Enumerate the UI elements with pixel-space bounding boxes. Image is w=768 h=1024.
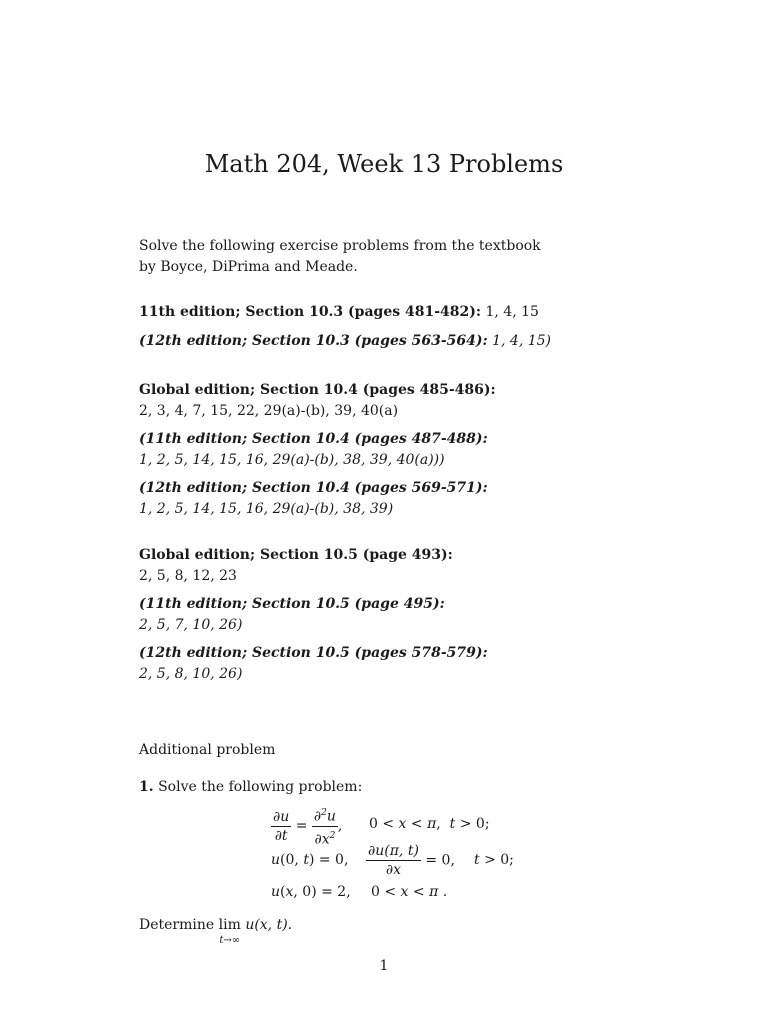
- limit-operator: [219, 915, 241, 946]
- problem-number: 1.: [139, 779, 154, 795]
- page-number: 1: [379, 958, 389, 974]
- initial-domain: 0 < x < π .: [371, 884, 448, 900]
- sec1-b-items: 1, 4, 15): [492, 333, 552, 349]
- sec3-a-items: 2, 5, 8, 12, 23: [139, 568, 237, 584]
- sec1-line-b: [139, 331, 551, 352]
- problem-1: [139, 777, 362, 798]
- sec2-c-heading: (12th edition; Section 10.4 (pages 569-571):: [139, 480, 488, 496]
- boundary-left: u(0, t) = 0,: [271, 852, 349, 868]
- pde-equation: $\frac{\partial u}{\partial t}$ = $\frac{\partial^2u}{\partial x^2}$ ,: [271, 804, 342, 848]
- sec2-a-items: 2, 3, 4, 7, 15, 22, 29(a)-(b), 39, 40(a): [139, 403, 399, 419]
- sec2-c-items: 1, 2, 5, 14, 15, 16, 29(a)-(b), 38, 39): [139, 501, 394, 517]
- sec1-line-a: [139, 302, 539, 323]
- initial-condition: u(x, 0) = 2,: [271, 884, 351, 900]
- sec1-a-items: 1, 4, 15: [485, 304, 539, 320]
- determine-line: [139, 915, 292, 946]
- sec3-b-items: 2, 5, 7, 10, 26): [139, 617, 243, 633]
- intro-line-2: by Boyce, DiPrima and Meade.: [139, 259, 358, 275]
- sec3-a-heading: Global edition; Section 10.5 (page 493):: [139, 547, 453, 563]
- pde-domain: 0 < x < π, t > 0;: [369, 816, 490, 832]
- lim-text: lim: [218, 917, 241, 933]
- sec3-c-heading: (12th edition; Section 10.5 (pages 578-579):: [139, 645, 488, 661]
- boundary-right: $\frac{\partial u(\pi, t)}{\partial x}$ = 0,: [368, 843, 455, 878]
- page-title: Math 204, Week 13 Problems: [204, 150, 564, 178]
- sec2-b-heading: (11th edition; Section 10.4 (pages 487-488):: [139, 431, 488, 447]
- additional-heading: Additional problem: [139, 742, 276, 758]
- sec1-b-heading: (12th edition; Section 10.3 (pages 563-564):: [139, 333, 488, 349]
- intro-line-1: Solve the following exercise problems from the textbook: [139, 238, 541, 254]
- sec3-b-heading: (11th edition; Section 10.5 (page 495):: [139, 596, 445, 612]
- sec2-a-heading: Global edition; Section 10.4 (pages 485-486):: [139, 382, 496, 398]
- problem-prompt: Solve the following problem:: [158, 779, 363, 795]
- sec1-a-heading: 11th edition; Section 10.3 (pages 481-482):: [139, 304, 482, 320]
- sec3-c-items: 2, 5, 8, 10, 26): [139, 666, 243, 682]
- lim-subscript: t→∞: [219, 935, 241, 946]
- limit-expression: u(x, t).: [245, 917, 293, 933]
- sec2-b-items: 1, 2, 5, 14, 15, 16, 29(a)-(b), 38, 39, 40(a))): [139, 452, 445, 468]
- determine-label: Determine: [139, 917, 215, 933]
- boundary-domain: t > 0;: [474, 852, 514, 868]
